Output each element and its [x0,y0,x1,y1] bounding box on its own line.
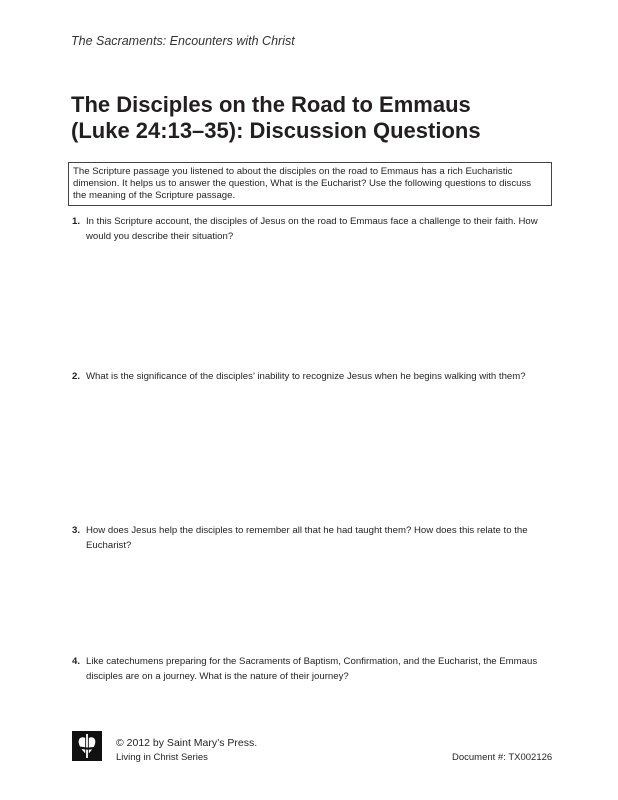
question-number: 1. [72,216,81,227]
question-4 [72,654,548,684]
question-text: How does Jesus help the disciples to remember all that he had taught them? How does this relate to the Eucharist? [86,525,528,551]
page-title-line-1: The Disciples on the Road to Emmaus [71,92,471,117]
intro-box [68,162,552,206]
footer-copyright: © 2012 by Saint Mary’s Press. [116,737,258,749]
series-title: The Sacraments: Encounters with Christ [71,34,295,48]
question-number: 4. [72,656,81,667]
saint-marys-press-logo-icon [72,731,102,761]
page-title [71,92,551,144]
question-number: 2. [72,371,81,382]
question-text: In this Scripture account, the disciples of Jesus on the road to Emmaus face a challenge to their faith. How would you describe their situation? [86,216,538,242]
question-1 [72,214,548,244]
question-text: Like catechumens preparing for the Sacraments of Baptism, Confirmation, and the Eucharist, the Emmaus disciples are on a journey. What is the nature of their journey? [86,656,538,682]
question-number: 3. [72,525,81,536]
question-3 [72,523,548,553]
question-2 [72,369,548,384]
footer-document-number: Document #: TX002126 [452,752,553,763]
intro-text: The Scripture passage you listened to about the disciples on the road to Emmaus has a rich Eucharistic dimension. It helps us to answer the question, What is the Eucharist? Use the following questions to discuss the meaning of the Scripture passage. [73,166,532,201]
question-text: What is the significance of the disciples’ inability to recognize Jesus when he begins walking with them? [86,371,526,382]
footer-series: Living in Christ Series [116,752,208,763]
page-title-line-2: (Luke 24:13–35): Discussion Questions [71,118,481,143]
